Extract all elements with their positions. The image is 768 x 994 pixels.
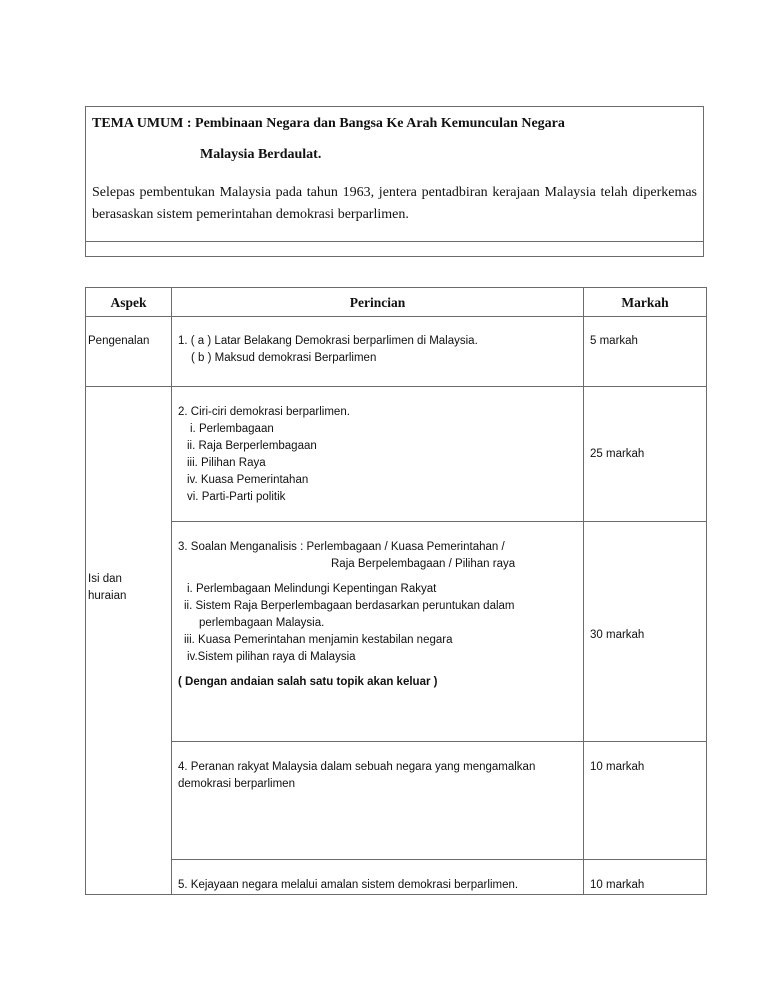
tema-title: TEMA UMUM : Pembinaan Negara dan Bangsa Ke Arah Kemunculan Negara [92,116,565,131]
perincian-line: vi. Parti-Parti politik [187,491,286,503]
perincian-line: perlembagaan Malaysia. [199,617,325,629]
perincian-line: Raja Berpelembagaan / Pilihan raya [331,558,516,570]
perincian-line: 1. ( a ) Latar Belakang Demokrasi berparlimen di Malaysia. [178,335,478,347]
table-row [86,860,707,895]
markah-cell [584,522,707,742]
markah-cell [584,742,707,860]
perincian-line: 2. Ciri-ciri demokrasi berparlimen. [178,406,350,418]
markah-value: 25 markah [590,447,645,460]
tema-box [85,106,704,257]
perincian-cell [172,742,584,860]
aspek-cell-isi [86,387,172,895]
perincian-cell [172,860,584,895]
perincian-cell [172,387,584,522]
table-row [86,742,707,860]
tema-description: Selepas pembentukan Malaysia pada tahun 1963, jentera pentadbiran kerajaan Malaysia telah diperkemas berasaskan sistem pemerintahan demokrasi berparlimen. [92,185,697,222]
table-header-row [86,288,707,317]
perincian-cell [172,317,584,387]
markah-cell [584,860,707,895]
aspek-isi-huraian: Isi dan huraian [88,573,127,602]
perincian-line: 4. Peranan rakyat Malaysia dalam sebuah negara yang mengamalkan [178,761,536,773]
table-row [86,387,707,522]
markah-value: 30 markah [590,629,645,641]
markah-value: 5 markah [590,335,638,347]
perincian-line: i. Perlembagaan Melindungi Kepentingan Rakyat [187,583,437,595]
table-row [86,317,707,387]
aspek-cell [86,317,172,387]
perincian-note: ( Dengan andaian salah satu topik akan keluar ) [178,676,438,688]
header-aspek: Aspek [86,288,172,317]
perincian-line: ( b ) Maksud demokrasi Berparlimen [191,352,377,364]
perincian-line: iv.Sistem pilihan raya di Malaysia [187,651,356,663]
markah-value: 10 markah [590,761,645,773]
perincian-cell [172,522,584,742]
perincian-line: demokrasi berparlimen [178,778,295,790]
markah-cell [584,317,707,387]
perincian-line: iii. Pilihan Raya [187,457,266,469]
tema-title-line2: Malaysia Berdaulat. [200,147,322,162]
perincian-line: iii. Kuasa Pemerintahan menjamin kestabilan negara [184,634,453,646]
perincian-line: iv. Kuasa Pemerintahan [187,474,309,486]
perincian-line: ii. Sistem Raja Berperlembagaan berdasarkan peruntukan dalam [184,600,515,612]
markah-value: 10 markah [590,879,645,891]
header-markah: Markah [584,288,707,317]
perincian-line: 5. Kejayaan negara melalui amalan sistem demokrasi berparlimen. [178,879,519,891]
perincian-line: ii. Raja Berperlembagaan [187,440,317,452]
marking-scheme-table [85,287,707,895]
perincian-line: i. Perlembagaan [190,423,274,435]
tema-box-divider [86,241,703,242]
aspek-pengenalan: Pengenalan [88,335,150,347]
header-perincian: Perincian [172,288,584,317]
markah-cell [584,387,707,522]
table-row [86,522,707,742]
perincian-line: 3. Soalan Menganalisis : Perlembagaan / Kuasa Pemerintahan / [178,541,505,553]
